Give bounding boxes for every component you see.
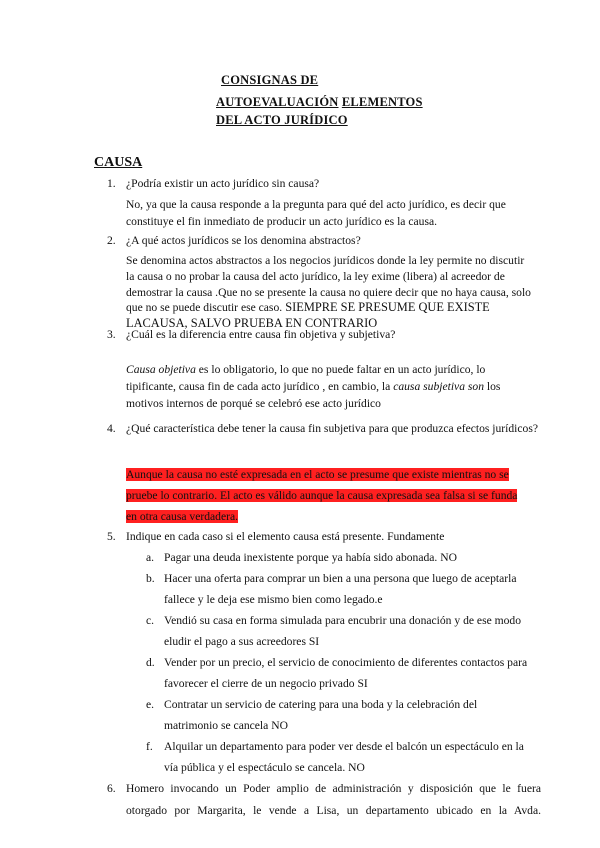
question-number: 4. [107, 422, 116, 435]
list-item [146, 652, 531, 694]
item-letter: a. [146, 551, 155, 564]
question-number: 5. [107, 530, 116, 543]
item-letter: d. [146, 656, 155, 669]
question-text: Indique en cada caso si el elemento causa está presente. Fundamente [126, 530, 445, 543]
title-line-3: DEL ACTO JURÍDICO [216, 113, 348, 127]
question-number: 2. [107, 234, 116, 247]
answer-2 [126, 253, 532, 332]
term-causa-objetiva: Causa objetiva [126, 363, 196, 376]
answer-1: No, ya que la causa responde a la pregunta para qué del acto jurídico, es decir que constituye el fin inmediato de producir un acto jurídico es la causa. [126, 198, 506, 228]
question-6-continued [107, 800, 541, 822]
term-causa-subjetiva: causa subjetiva son [393, 380, 484, 393]
question-number: 6. [107, 782, 116, 795]
item-text: Hacer una oferta para comprar un bien a una persona que luego de aceptarla fallece y le deja ese mismo bien como legado.e [164, 572, 517, 606]
question-3 [107, 327, 547, 343]
item-text: Vender por un precio, el servicio de conocimiento de diferentes contactos para favorecer el cierre de un negocio privado SI [164, 656, 528, 690]
answer-3 [126, 361, 532, 412]
question-2 [107, 233, 547, 249]
item-letter: b. [146, 572, 155, 585]
item-letter: c. [146, 614, 155, 627]
question-1 [107, 176, 547, 192]
item-letter: f. [146, 740, 153, 753]
item-text: Contratar un servicio de catering para una boda y la celebración del matrimonio se cancela NO [164, 698, 478, 732]
question-text: ¿Cuál es la diferencia entre causa fin objetiva y subjetiva? [126, 328, 396, 341]
title-line-2 [216, 95, 423, 110]
item-text: Pagar una deuda inexistente porque ya había sido abonada. NO [164, 551, 457, 564]
answer-3-text-a: es lo obligatorio, lo que no puede faltar en un acto jurídico, lo tipificante, causa fin de cada acto jurídico , en cambio, la [126, 363, 486, 393]
question-number: 3. [107, 328, 116, 341]
item-letter: e. [146, 698, 155, 711]
highlighted-answer: Aunque la causa no esté expresada en el acto se presume que existe mientras no se pruebe lo contrario. El acto es válido aunque la causa expresada sea falsa si se funda en otra causa verdadera. [126, 468, 518, 523]
question-5 [107, 529, 547, 545]
question-number: 1. [107, 177, 116, 190]
title-word-autoevaluacion: AUTOEVALUACIÓN [216, 95, 339, 109]
item-text: Alquilar un departamento para poder ver desde el balcón un espectáculo en la vía pública y el espectáculo se cancela. NO [164, 740, 524, 774]
question-text-line-2: otorgado por Margarita, le vende a Lisa, un departamento ubicado en la Avda. [126, 804, 541, 817]
answer-3-text-b: los motivos internos de porqué se celebró ese acto jurídico [126, 380, 501, 410]
answer-2-emphasis: SIEMPRE SE PRESUME QUE EXISTE LACAUSA, SALVO PRUEBA EN CONTRARIO [126, 300, 490, 331]
list-item [146, 694, 531, 736]
question-text-line-1: Homero invocando un Poder amplio de administración y disposición que le fuera [126, 782, 541, 795]
question-text: ¿Qué característica debe tener la causa fin subjetiva para que produzca efectos jurídicos? [126, 422, 539, 435]
title-line-1: CONSIGNAS DE [221, 73, 319, 87]
list-item [146, 547, 531, 568]
question-text: ¿A qué actos jurídicos se los denomina abstractos? [126, 234, 361, 247]
section-heading-causa: CAUSA [94, 155, 143, 170]
question-text: ¿Podría existir un acto jurídico sin causa? [126, 177, 320, 190]
title-word-elementos: ELEMENTOS [341, 95, 423, 109]
answer-4 [126, 464, 526, 527]
question-6 [107, 778, 541, 800]
item-text: Vendió su casa en forma simulada para encubrir una donación y de ese modo eludir el pago a sus acreedores SI [164, 614, 522, 648]
list-item [146, 568, 531, 610]
answer-2-body: Se denomina actos abstractos a los negocios jurídicos donde la ley permite no discutir la causa o no probar la causa del acto jurídico, la ley exime (libera) al acreedor de demostrar la causa .Que no se presente la causa no quiere decir que no haya causa, solo que no se puede discutir ese caso. [126, 254, 531, 315]
list-item [146, 610, 531, 652]
list-item [146, 736, 531, 778]
